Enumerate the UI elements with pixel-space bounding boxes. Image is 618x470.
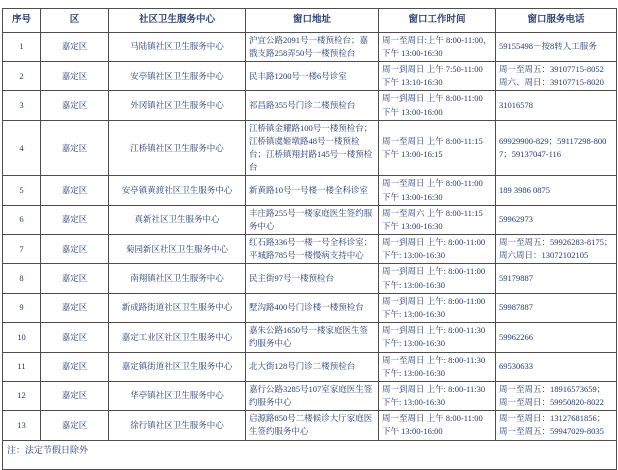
cell-no: 3 (3, 91, 41, 120)
cell-no: 1 (3, 32, 41, 61)
cell-phone: 31016578 (496, 91, 617, 120)
cell-center: 安亭镇黄渡社区卫生服务中心 (109, 176, 246, 205)
cell-district: 嘉定区 (41, 411, 109, 440)
col-header-no: 序号 (3, 9, 41, 33)
cell-hours: 周一到周日 上午: 8:00-11:00 下午: 13:00-16:30 (379, 235, 496, 264)
cell-hours: 周一到周日 上午: 8:00-11:30 下午: 13:00-16:30 (379, 381, 496, 410)
table-row (3, 411, 617, 440)
cell-no: 6 (3, 205, 41, 234)
cell-hours: 周一至周日 上午 8:00-11:15 下午 13:00-16:15 (379, 120, 496, 176)
cell-center: 菊园新区社区卫生服务中心 (109, 235, 246, 264)
cell-hours: 周一到周日 上午: 8:00-11:00 下午: 13:00-16:30 (379, 293, 496, 322)
table-row (3, 120, 617, 176)
cell-no: 4 (3, 120, 41, 176)
col-header-address: 窗口地址 (246, 9, 379, 33)
cell-address: 江桥镇金耀路100号一楼预检台；江桥镇虞姬墩路48号一楼预检台；江桥镇翔封路145号一楼预检台 (246, 120, 379, 176)
cell-phone: 59155498－按8转人工服务 (496, 32, 617, 61)
cell-no: 9 (3, 293, 41, 322)
col-header-center: 社区卫生服务中心 (109, 9, 246, 33)
cell-no: 5 (3, 176, 41, 205)
cell-district: 嘉定区 (41, 264, 109, 293)
cell-no: 7 (3, 235, 41, 264)
cell-center: 江桥镇社区卫生服务中心 (109, 120, 246, 176)
cell-address: 民丰路1200号一楼6号诊室 (246, 62, 379, 91)
table-row (3, 264, 617, 293)
cell-address: 红石路336号一楼一号全科诊室；平城路785号一楼慢病支持中心 (246, 235, 379, 264)
cell-address: 嘉行公路3285号107室家庭医生签约服务中心 (246, 381, 379, 410)
cell-address: 墅沟路400号门诊楼一楼预检台 (246, 293, 379, 322)
col-header-phone: 窗口服务电话 (496, 9, 617, 33)
cell-phone: 周一至周五：59926283-8175；周六周日：13072102105 (496, 235, 617, 264)
col-header-district: 区 (41, 9, 109, 33)
cell-center: 新成路街道社区卫生服务中心 (109, 293, 246, 322)
table-row (3, 205, 617, 234)
cell-address: 北大街128号门诊二楼预检台 (246, 352, 379, 381)
cell-address: 沪宜公路2091号一楼预检台；嘉戬支路258弄50号一楼预检台 (246, 32, 379, 61)
cell-no: 8 (3, 264, 41, 293)
cell-phone: 59962973 (496, 205, 617, 234)
cell-district: 嘉定区 (41, 352, 109, 381)
cell-district: 嘉定区 (41, 120, 109, 176)
cell-address: 新黄路10号一号楼一楼全科诊室 (246, 176, 379, 205)
table-row (3, 381, 617, 410)
cell-district: 嘉定区 (41, 62, 109, 91)
cell-phone: 周一至周日：13127681856；周一至周五：59947029-8035 (496, 411, 617, 440)
table-row (3, 352, 617, 381)
cell-district: 嘉定区 (41, 323, 109, 352)
cell-center: 南翔镇社区卫生服务中心 (109, 264, 246, 293)
cell-address: 启源路850号二楼候诊大厅家庭医生签约服务中心 (246, 411, 379, 440)
table-row (3, 32, 617, 61)
cell-no: 10 (3, 323, 41, 352)
cell-hours: 周一至周日 上午 8:00-11:00 下午 13:00-16:30 (379, 176, 496, 205)
table-row (3, 235, 617, 264)
table-row (3, 62, 617, 91)
cell-address: 祁昌路355号门诊二楼预检台 (246, 91, 379, 120)
table-row (3, 323, 617, 352)
cell-hours: 周一至周日 上午: 8:00-11:30 下午: 13:00-16:30 (379, 352, 496, 381)
table-row (3, 91, 617, 120)
table-row (3, 176, 617, 205)
cell-phone: 周一至周五：18916573659；周一至周日：59950820-8022 (496, 381, 617, 410)
cell-hours: 周一至周日 上午 8:00-11:00 下午 13:00-16:00 (379, 411, 496, 440)
cell-center: 华亭镇社区卫生服务中心 (109, 381, 246, 410)
cell-center: 嘉定镇街道社区卫生服务中心 (109, 352, 246, 381)
cell-phone: 59179887 (496, 264, 617, 293)
cell-phone: 189 3986 0875 (496, 176, 617, 205)
cell-district: 嘉定区 (41, 205, 109, 234)
cell-hours: 周一到周日 上午 7:50-11:00 下午 13:10-16:30 (379, 62, 496, 91)
cell-hours: 周一到周日 上午: 8:00-11:30 下午: 13:00-16:30 (379, 323, 496, 352)
cell-hours: 周一到周日 上午 8:00-11:00 下午 13:00-16:00 (379, 91, 496, 120)
cell-center: 徐行镇社区卫生服务中心 (109, 411, 246, 440)
cell-district: 嘉定区 (41, 235, 109, 264)
cell-phone: 69929900-829；59117298-8007；59137047-116 (496, 120, 617, 176)
cell-district: 嘉定区 (41, 381, 109, 410)
table-body (3, 32, 617, 440)
cell-hours: 周一至周日:上午 8:00-11:00，下午 13:00-16:30 (379, 32, 496, 61)
footnote-text: 注：法定节假日除外 (3, 440, 617, 470)
cell-no: 12 (3, 381, 41, 410)
cell-district: 嘉定区 (41, 91, 109, 120)
col-header-hours: 窗口工作时间 (379, 9, 496, 33)
cell-center: 真新社区卫生服务中心 (109, 205, 246, 234)
table-row (3, 293, 617, 322)
cell-no: 11 (3, 352, 41, 381)
cell-center: 外冈镇社区卫生服务中心 (109, 91, 246, 120)
cell-phone: 69530633 (496, 352, 617, 381)
cell-address: 嘉朱公路1650号一楼家庭医生签约服务中心 (246, 323, 379, 352)
cell-address: 民主街97号一楼预检台 (246, 264, 379, 293)
cell-district: 嘉定区 (41, 32, 109, 61)
cell-phone: 周一至周五：39107715-8052 周六、周日：39107715-8020 (496, 62, 617, 91)
cell-hours: 周一至周六 上午 8:00-11:15 下午 13:00-16:30 (379, 205, 496, 234)
health-centers-table (2, 8, 617, 470)
cell-hours: 周一到周日 上午: 8:00-11:00 下午: 13:00-16:30 (379, 264, 496, 293)
cell-center: 安亭镇社区卫生服务中心 (109, 62, 246, 91)
cell-district: 嘉定区 (41, 176, 109, 205)
cell-no: 13 (3, 411, 41, 440)
table-header-row (3, 9, 617, 33)
cell-phone: 59962266 (496, 323, 617, 352)
cell-center: 嘉定工业区社区卫生服务中心 (109, 323, 246, 352)
cell-district: 嘉定区 (41, 293, 109, 322)
footnote-row (3, 440, 617, 470)
cell-center: 马陆镇社区卫生服务中心 (109, 32, 246, 61)
cell-no: 2 (3, 62, 41, 91)
cell-address: 丰庄路255号一楼家庭医生签约服务中心 (246, 205, 379, 234)
cell-phone: 59987887 (496, 293, 617, 322)
